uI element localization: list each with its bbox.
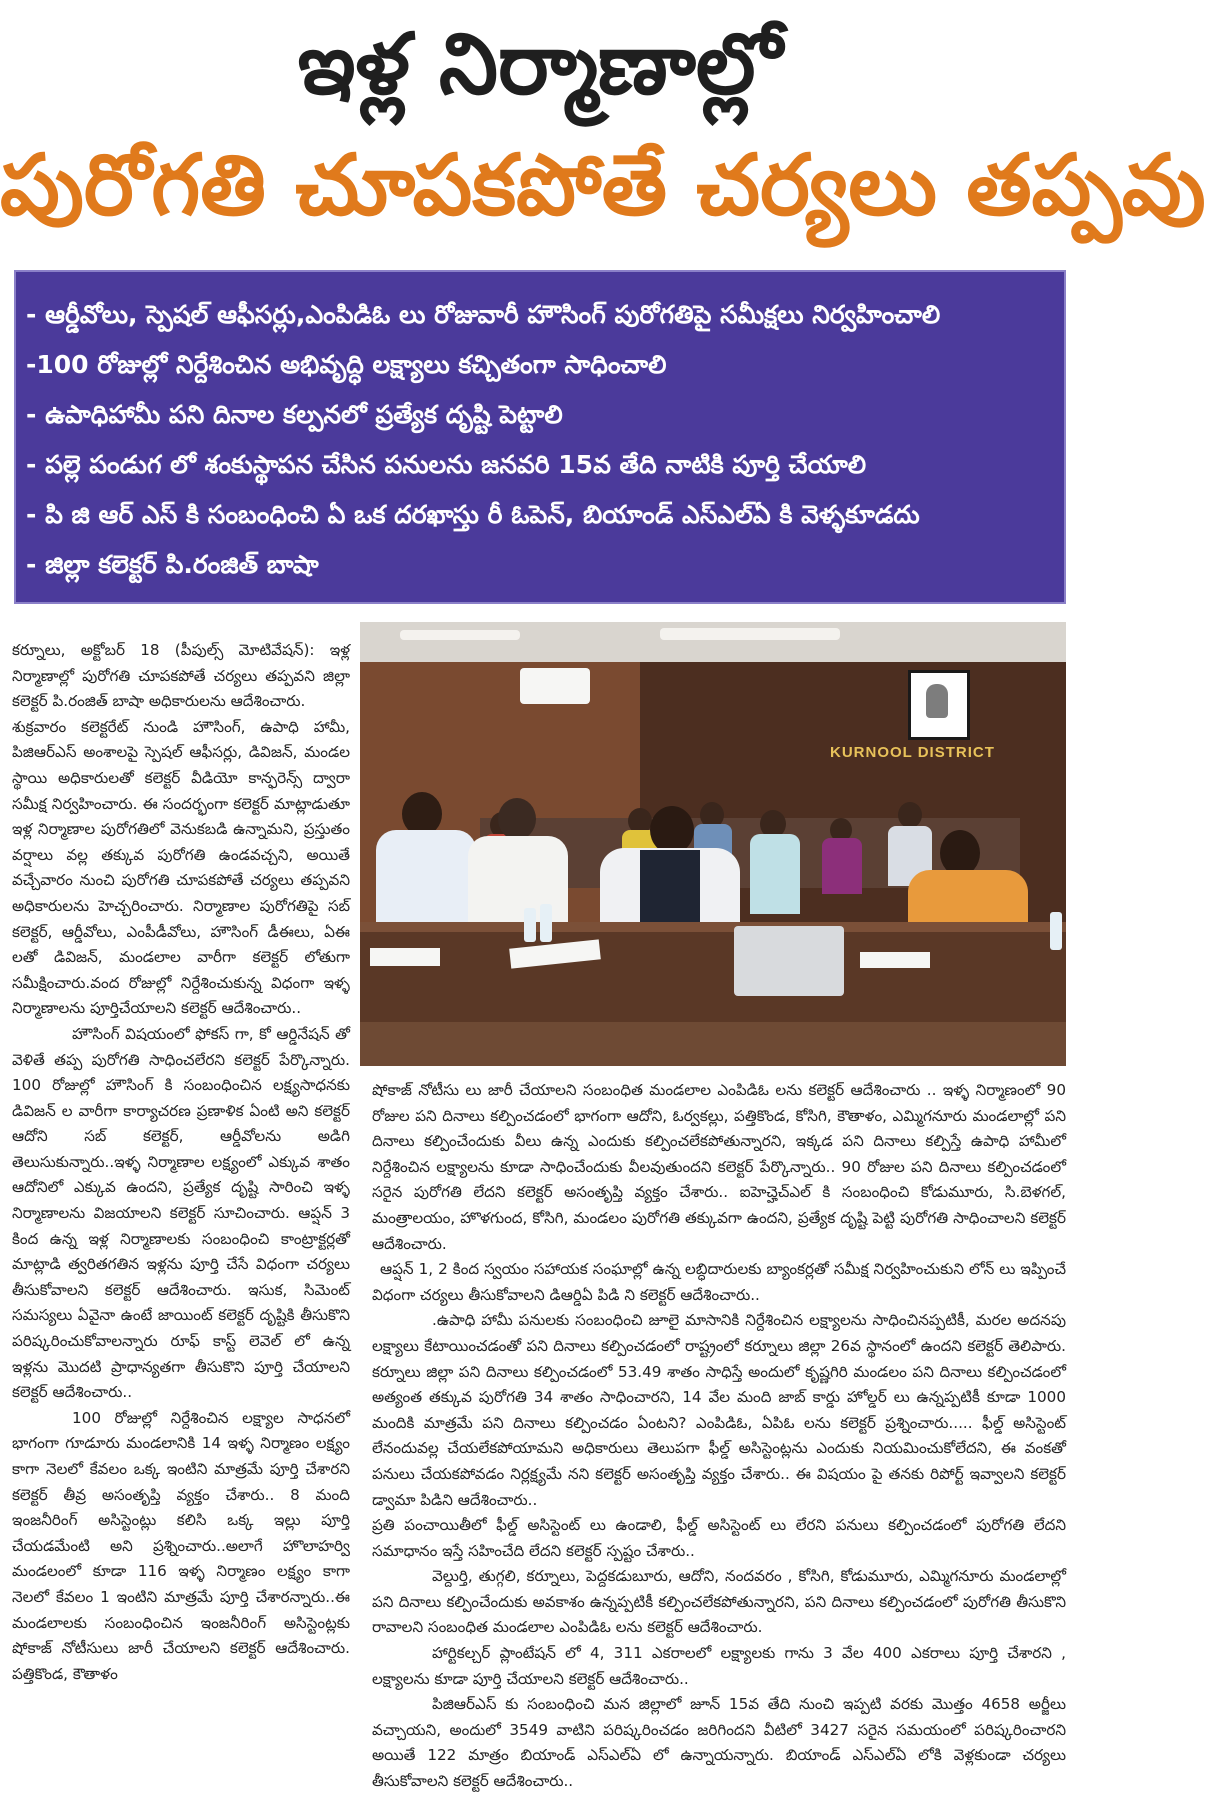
- paragraph: హౌసింగ్ విషయంలో ఫోకస్ గా, కో ఆర్డినేషన్ తో వెళితే తప్ప పురోగతి సాధించలేరని కలెక్టర్ పేర్కొన్నారు. 100 రోజుల్లో హౌసింగ్ కి సంబంధించిన లక్ష్యసాధనకు డివిజన్ ల వారీగా కార్యాచరణ ప్రణాళిక ఏంటి అని కలెక్టర్ ఆదోని సబ్ కలెక్టర్, ఆర్డీవోలను అడిగి తెలుసుకున్నారు..ఇళ్ళ నిర్మాణాల లక్ష్యంలో ఎక్కువ శాతం ఆదోనిలో ఎక్కువ ఉందని, ప్రత్యేక దృష్టి సారించి ఇళ్ళ నిర్మాణాలను విజయాలని కలెక్టర్ సూచించారు. ఆప్షన్ 3 కింద ఉన్న ఇళ్ల నిర్మాణాలకు సంబంధించి కాంట్రాక్టర్లతో మాట్లాడి త్వరితగతిన ఇళ్లను పూర్తి చేసే విధంగా చర్యలు తీసుకోవాలని కలెక్టర్ ఆదేశించారు. ఇసుక, సిమెంట్ సమస్యలు ఏవైనా ఉంటే జాయింట్ కలెక్టర్ దృష్టికి తీసుకొని పరిష్కరించుకోవాలన్నారు రూఫ్ కాస్ట్ లెవెల్ లో ఉన్న ఇళ్లను మొదటి ప్రాధాన్యతగా తీసుకొని పూర్తి చేయాలని కలెక్టర్ ఆదేశించారు..: [12, 1024, 350, 1402]
- article-left-column: [12, 638, 350, 1810]
- highlight-item: - జిల్లా కలెక్టర్ పి.రంజిత్ బాషా: [26, 550, 319, 579]
- paragraph: శుక్రవారం కలెక్టరేట్ నుండి హౌసింగ్, ఉపాధి హామీ, పిజిఆర్ఎస్ అంశాలపై స్పెషల్ ఆఫీసర్లు, డివిజన్, మండల స్థాయి అధికారులతో కలెక్టర్ వీడియో కాన్ఫరెన్స్ ద్వారా సమీక్ష నిర్వహించారు. ఈ సందర్భంగా కలెక్టర్ మాట్లాడుతూ ఇళ్ల నిర్మాణాల పురోగతిలో వెనుకబడి ఉన్నామని, ప్రస్తుతం వర్షాలు వల్ల తక్కువ పురోగతి ఉండవచ్చని, అయితే వచ్చేవారం నుంచి పురోగతి చూపకపోతే చర్యలు తప్పవని అధికారులను హెచ్చరించారు. నిర్మాణాల పురోగతిపై సబ్ కలెక్టర్, ఆర్డీవోలు, ఎంపీడీవోలు, హౌసింగ్ డీఈలు, ఏఈ లతో డివిజన్, మండలాల వారీగా కలెక్టర్ లోతుగా సమీక్షించారు.వంద రోజుల్లో నిర్దేశించుకున్న విధంగా ఇళ్ళ నిర్మాణాలను పూర్తిచేయాలని కలెక్టర్ ఆదేశించారు..: [12, 717, 350, 1018]
- paragraph: 100 రోజుల్లో నిర్దేశించిన లక్ష్యాల సాధనలో భాగంగా గూడూరు మండలానికి 14 ఇళ్ళ నిర్మాణం లక్ష్యం కాగా నెలలో కేవలం ఒక్క ఇంటిని మాత్రమే పూర్తి చేశారని కలెక్టర్ తీవ్ర అసంతృప్తి వ్యక్తం చేశారు.. 8 మంది ఇంజనీరింగ్ అసిస్టెంట్లు కలిసి ఒక్క ఇల్లు పూర్తి చేయడమేంటి అని ప్రశ్నించారు..అలాగే హొలాహర్వి మండలంలో కూడా 116 ఇళ్ళ నిర్మాణం లక్ష్యం కాగా నెలలో కేవలం 1 ఇంటిని మాత్రమే పూర్తి చేశారన్నారు..ఈ మండలాలకు సంబంధించిన ఇంజనీరింగ్ అసిస్టెంట్లకు షోకాజ్ నోటీసులు జారీ చేయాలని కలెక్టర్ ఆదేశించారు. పత్తికొండ, కౌతాళం: [12, 1408, 350, 1683]
- paragraph: వెల్దుర్తి, తుగ్గలి, కర్నూలు, పెద్దకడుబూరు, ఆదోని, నందవరం , కోసిగి, కోడుమూరు, ఎమ్మిగనూరు మండలాల్లో పని దినాలు కల్పించేందుకు అవకాశం ఉన్నప్పటికీ కల్పించలేకపోతున్నారని, పని దినాలు కల్పించడంలో పురోగతి తీసుకొని రావాలని సంబంధిత మండలాల ఎంపిడిఓ లను కలెక్టర్ ఆదేశించారు.: [372, 1567, 1066, 1637]
- article-right-column: [372, 1078, 1066, 1810]
- highlight-item: - ఉపాధిహామీ పని దినాల కల్పనలో ప్రత్యేక దృష్టి పెట్టాలి: [26, 400, 563, 429]
- headline-line-1: ఇళ్ల నిర్మాణాల్లో: [297, 15, 783, 113]
- paragraph: ఆప్షన్ 1, 2 కింద స్వయం సహాయక సంఘాల్లో ఉన్న లబ్ధిదారులకు బ్యాంకర్లతో సమీక్ష నిర్వహించుకుని లోన్ లు ఇప్పించే విధంగా చర్యలు తీసుకోవాలని డిఆర్డిఏ పిడి ని కలెక్టర్ ఆదేశించారు..: [372, 1260, 1066, 1304]
- highlight-item: - పి జి ఆర్ ఎస్ కి సంబంధించి ఏ ఒక దరఖాస్తు రీ ఓపెన్, బియాండ్ ఎస్ఎల్ఏ కి వెళ్ళకూడదు: [26, 500, 920, 529]
- paragraph: ప్రతి పంచాయితీలో ఫీల్డ్ అసిస్టెంట్ లు ఉండాలి, ఫీల్డ్ అసిస్టెంట్ లు లేరని పనులు కల్పించడంలో పురోగతి లేదని సమాధానం ఇస్తే సహించేది లేదని కలెక్టర్ స్పష్టం చేశారు..: [372, 1516, 1066, 1560]
- paragraph: కర్నూలు, అక్టోబర్ 18 (పీపుల్స్ మోటివేషన్): ఇళ్ల నిర్మాణాల్లో పురోగతి చూపకపోతే చర్యలు తప్పవని జిల్లా కలెక్టర్ పి.రంజిత్ బాషా అధికారులను ఆదేశించారు.: [12, 641, 350, 711]
- paragraph: పిజిఆర్ఎస్ కు సంబంధించి మన జిల్లాలో జూన్ 15వ తేది నుంచి ఇప్పటి వరకు మొత్తం 4658 అర్జీలు వచ్చాయని, అందులో 3549 వాటిని పరిష్కరించడం జరిగిందని వీటిలో 3427 సరైన సమయంలో పరిష్కరించారని అయితే 122 మాత్రం బియాండ్ ఎస్ఎల్ఏ లో ఉన్నాయన్నారు. బియాండ్ ఎస్ఎల్ఏ లోకి వెళ్లకుండా చర్యలు తీసుకోవాలని కలెక్టర్ ఆదేశించారు..: [372, 1695, 1066, 1791]
- wall-sign: KURNOOL DISTRICT: [830, 744, 995, 761]
- paragraph: హార్టికల్చర్ ప్లాంటేషన్ లో 4, 311 ఎకరాలలో లక్ష్యాలకు గాను 3 వేల 400 ఎకరాలు పూర్తి చేశారని , లక్ష్యాలను కూడా పూర్తి చేయాలని కలెక్టర్ ఆదేశించారు..: [372, 1644, 1066, 1688]
- paragraph: షోకాజ్ నోటీసు లు జారీ చేయాలని సంబంధిత మండలాల ఎంపిడిఓ లను కలెక్టర్ ఆదేశించారు .. ఇళ్ళ నిర్మాణంలో 90 రోజుల పని దినాలు కల్పించడంలో భాగంగా ఆదోని, ఓర్వకల్లు, పత్తికొండ, కోసిగి, కౌతాళం, ఎమ్మిగనూరు మండలాల్లో పని దినాలు కల్పించేందుకు వీలు ఉన్న ఎందుకు కల్పించలేకపోతున్నారని, ఇక్కడ పని దినాలు కల్పిస్తే ఉపాధి హామీలో నిర్దేశించిన లక్ష్యాలను కూడా సాధించేందుకు వీలవుతుందని కలెక్టర్ పేర్కొన్నారు.. 90 రోజుల పని దినాలు కల్పించడంలో సరైన పురోగతి లేదని కలెక్టర్ అసంతృప్తి వ్యక్తం చేశారు.. ఐహెచ్హెచ్ఎల్ కి సంబంధించి కోడుమూరు, సి.బెళగల్, మంత్రాలయం, హొళగుంద, కోసిగి, మండలం పురోగతి తక్కువగా ఉందని, ప్రత్యేక దృష్టి పెట్టి పురోగతి సాధించాలని కలెక్టర్ ఆదేశించారు.: [372, 1081, 1066, 1253]
- highlight-item: -100 రోజుల్లో నిర్దేశించిన అభివృద్ధి లక్ష్యాలు కచ్చితంగా సాధించాలి: [26, 350, 667, 379]
- highlight-item: - పల్లె పండుగ లో శంకుస్థాపన చేసిన పనులను జనవరి 15వ తేది నాటికి పూర్తి చేయాలి: [26, 450, 867, 479]
- meeting-photo: [360, 622, 1066, 1066]
- headline-line-2: పురోగతి చూపకపోతే చర్యలు తప్పవు: [0, 136, 1206, 234]
- highlight-item: - ఆర్డీవోలు, స్పెషల్ ఆఫీసర్లు,ఎంపిడిఓ లు రోజువారీ హౌసింగ్ పురోగతిపై సమీక్షలు నిర్వహించాలి: [26, 300, 941, 329]
- highlights-banner: [14, 270, 1066, 604]
- paragraph: .ఉపాధి హామీ పనులకు సంబంధించి జూలై మాసానికి నిర్దేశించిన లక్ష్యాలను సాధించినప్పటికీ, మరల అదనపు లక్ష్యాలు కేటాయించడంతో పని దినాలు కల్పించడంలో రాష్ట్రంలో కర్నూలు జిల్లా 26వ స్థానంలో ఉందని కలెక్టర్ తెలిపారు. కర్నూలు జిల్లా పని దినాలు కల్పించడంలో 53.49 శాతం సాధిస్తే అందులో కృష్ణగిరి మండలం పని దినాలు కల్పించడంలో అత్యంత తక్కువ పురోగతి 34 శాతం సాధించారని, 14 వేల మంది జాబ్ కార్డు హోల్డర్ లు ఉన్నప్పటికీ కూడా 1000 మందికి మాత్రమే పని దినాలు కల్పించడం ఏంటని? ఎంపిడిఓ, ఏపిఓ లను కలెక్టర్ ప్రశ్నించారు..... ఫీల్డ్ అసిస్టెంట్ లేనందువల్ల చేయలేకపోయామని అధికారులు తెలుపగా ఫీల్డ్ అసిస్టెంట్లను ఎందుకు నియమించుకోలేదని, ఈ వంకతో పనులు చేయకపోవడం నిర్లక్ష్యమే నని కలెక్టర్ అసంతృప్తి వ్యక్తం చేశారు.. ఈ విషయం పై తనకు రిపోర్ట్ ఇవ్వాలని కలెక్టర్ డ్వామా పిడిని ఆదేశించారు..: [372, 1311, 1066, 1509]
